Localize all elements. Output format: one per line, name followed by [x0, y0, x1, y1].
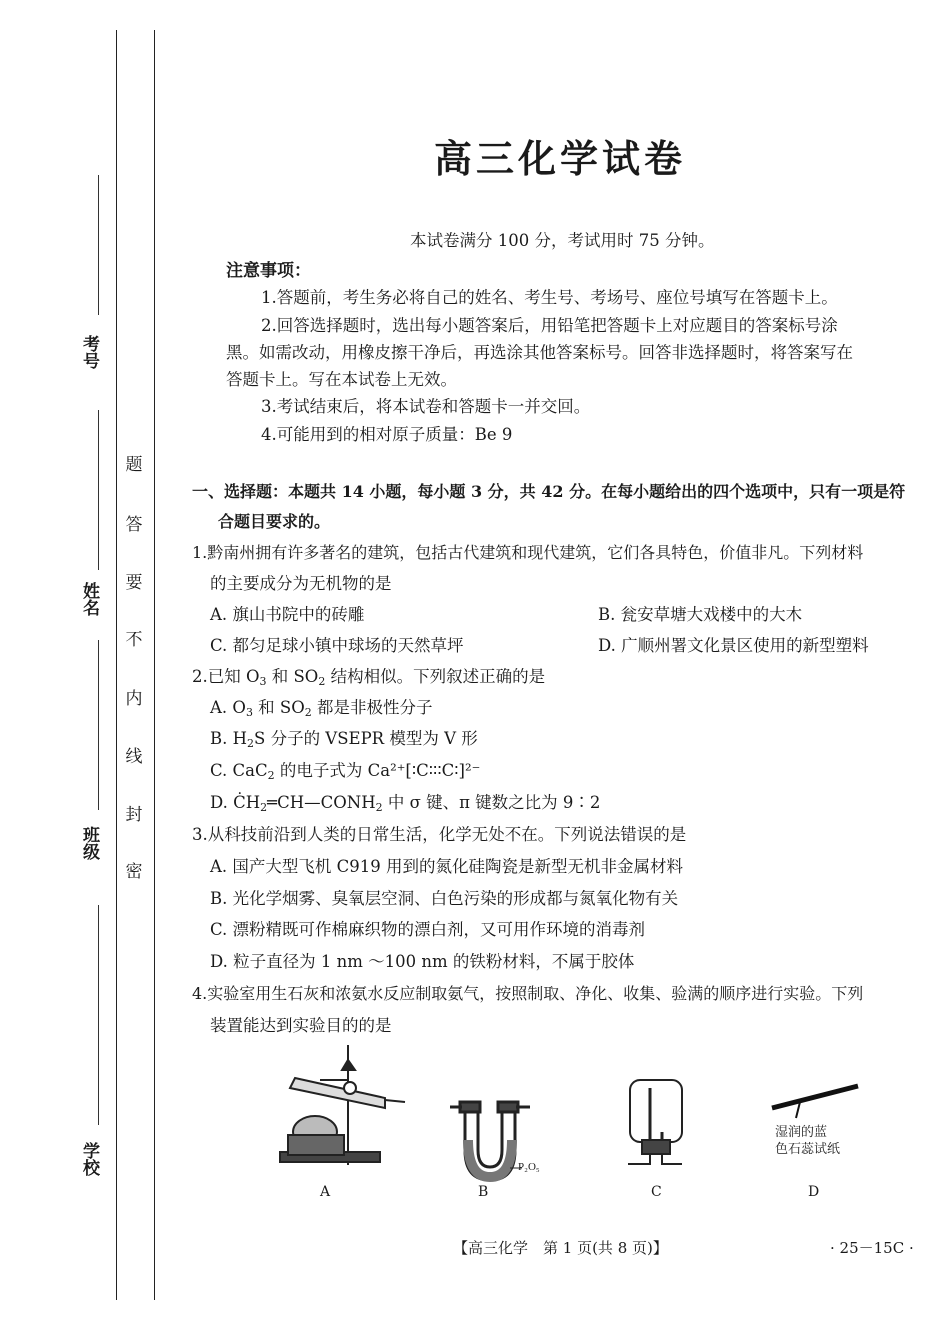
q2-d-pre: D. ĊH: [210, 793, 261, 812]
seal-char: 答: [125, 515, 143, 535]
q2-a-pre: A. O: [210, 698, 246, 717]
q1-stem: 1.黔南州拥有许多著名的建筑，包括古代建筑和现代建筑，它们各具特色，价值非凡。下列材料: [192, 543, 864, 562]
seal-char: 封: [125, 805, 143, 825]
q2-a-sub1: 3: [245, 706, 253, 719]
page-footer: 【高三化学 第 1 页(共 8 页)】: [453, 1239, 668, 1257]
seal-char: 要: [125, 573, 143, 593]
q2-d-post: 中 σ 键、π 键数之比为 9∶2: [382, 793, 601, 812]
seal-char: 不: [125, 630, 143, 650]
q2-b-pre: B. H: [210, 729, 248, 748]
q2-a-post: 都是非极性分子: [311, 698, 433, 717]
section-heading-cont: 合题目要求的。: [218, 512, 331, 531]
field-label-school: 学校: [79, 1142, 99, 1176]
q2-c-sub: 2: [267, 769, 275, 782]
q2-d-sub2: 2: [375, 801, 383, 814]
q2-c-post: 的电子式为 Ca²⁺[∶C∶∶∶C∶]²⁻: [274, 761, 481, 780]
q3-option-b: B. 光化学烟雾、臭氧层空洞、白色污染的形成都与氮氧化物有关: [210, 889, 679, 908]
q3-option-a: A. 国产大型飞机 C919 用到的氮化硅陶瓷是新型无机非金属材料: [210, 857, 684, 876]
binding-line-right: [154, 30, 155, 1300]
seal-char: 内: [125, 689, 143, 709]
q4-stem: 4.实验室用生石灰和浓氨水反应制取氨气，按照制取、净化、收集、验满的顺序进行实验。下列: [192, 984, 864, 1003]
field-label-name: 姓名: [79, 582, 99, 616]
q2-option-d: [210, 792, 600, 819]
apparatus-b-p2o5-label: P₂O₅: [518, 1161, 540, 1173]
apparatus-label-d: D: [808, 1184, 820, 1200]
apparatus-c-drawing: [628, 1080, 682, 1164]
notice-item-1: 1.答题前，考生务必将自己的姓名、考生号、考场号、座位号填写在答题卡上。: [261, 288, 838, 307]
q1-option-c: C. 都匀足球小镇中球场的天然草坪: [210, 636, 464, 655]
q2-option-b: [210, 728, 478, 755]
notice-title: 注意事项：: [226, 261, 311, 281]
exam-info: 本试卷满分 100 分，考试用时 75 分钟。: [410, 231, 715, 250]
q1-stem-cont: 的主要成分为无机物的是: [210, 574, 392, 593]
field-line-class: [98, 640, 99, 810]
seal-char: 密: [125, 862, 143, 882]
field-label-exam-number: 考号: [79, 335, 99, 369]
field-line-name: [98, 410, 99, 570]
exam-code: · 25－15C ·: [830, 1239, 914, 1257]
apparatus-a-drawing: [280, 1045, 405, 1165]
q3-option-d: D. 粒子直径为 1 nm ～100 nm 的铁粉材料，不属于胶体: [210, 952, 635, 971]
q2-option-a: [210, 697, 433, 724]
q2-stem-pre: 2.已知 O: [192, 667, 260, 686]
q3-option-c: C. 漂粉精既可作棉麻织物的漂白剂，又可用作环境的消毒剂: [210, 920, 646, 939]
q3-stem: 3.从科技前沿到人类的日常生活，化学无处不在。下列说法错误的是: [192, 825, 687, 844]
notice-item-2c: 答题卡上。写在本试卷上无效。: [226, 370, 457, 389]
seal-char: 题: [125, 455, 143, 475]
q2-stem-sub1: 3: [259, 675, 267, 688]
notice-item-2a: 2.回答选择题时，选出每小题答案后，用铅笔把答题卡上对应题目的答案标号涂: [261, 316, 838, 335]
q1-option-b: B. 瓮安草塘大戏楼中的大木: [598, 605, 803, 624]
field-label-class: 班级: [79, 826, 99, 860]
seal-char: 线: [125, 747, 143, 767]
field-line-exam-number: [98, 175, 99, 315]
q2-d-sub1: 2: [260, 801, 268, 814]
q2-d-mid: ═CH—CONH: [267, 793, 376, 812]
q2-a-mid: 和 SO: [252, 698, 305, 717]
apparatus-label-a: A: [320, 1184, 331, 1200]
binding-line-left: [116, 30, 117, 1300]
apparatus-d-paper-label-a: 湿润的蓝: [775, 1124, 828, 1139]
q2-c-pre: C. CaC: [210, 761, 268, 780]
q2-a-sub2: 2: [304, 706, 312, 719]
apparatus-d-paper-label-b: 色石蕊试纸: [775, 1141, 841, 1156]
q2-b-sub: 2: [247, 737, 255, 750]
notice-item-4: 4.可能用到的相对原子质量：Be 9: [261, 425, 513, 444]
q1-option-d: D. 广顺州署文化景区使用的新型塑料: [598, 636, 869, 655]
apparatus-label-b: B: [478, 1184, 489, 1200]
q4-stem-cont: 装置能达到实验目的的是: [210, 1016, 392, 1035]
q2-stem-sub2: 2: [318, 675, 326, 688]
notice-item-3: 3.考试结束后，将本试卷和答题卡一并交回。: [261, 397, 591, 416]
q2-stem: [192, 666, 545, 693]
apparatus-label-c: C: [651, 1184, 662, 1200]
apparatus-d-drawing: [772, 1086, 858, 1118]
notice-item-2b: 黑。如需改动，用橡皮擦干净后，再选涂其他答案标号。回答非选择题时，将答案写在: [226, 343, 853, 362]
q2-b-post: S 分子的 VSEPR 模型为 V 形: [254, 729, 478, 748]
section-heading: 一、选择题：本题共 14 小题，每小题 3 分，共 42 分。在每小题给出的四个选项中，只有一项是符: [192, 482, 906, 501]
apparatus-figures: [260, 1040, 880, 1205]
q1-option-a: A. 旗山书院中的砖雕: [210, 605, 365, 624]
q2-stem-mid: 和 SO: [266, 667, 319, 686]
page-title: 高三化学试卷: [433, 136, 686, 181]
q2-option-c: [210, 760, 480, 787]
field-line-school: [98, 905, 99, 1125]
q2-stem-post: 结构相似。下列叙述正确的是: [325, 667, 546, 686]
